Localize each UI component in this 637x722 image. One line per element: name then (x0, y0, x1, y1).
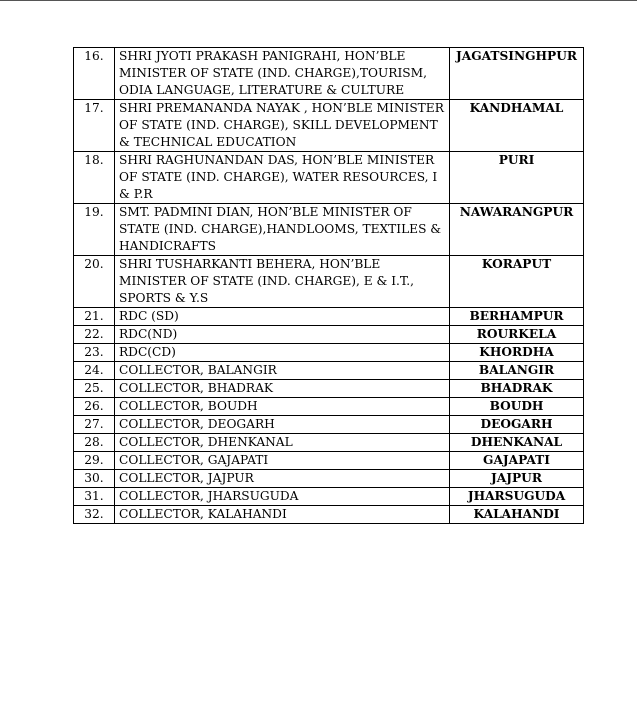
district-name: BERHAMPUR (450, 308, 584, 326)
row-number: 22. (74, 326, 115, 344)
recipient-name: COLLECTOR, KALAHANDI (115, 506, 450, 524)
recipient-name: COLLECTOR, DEOGARH (115, 416, 450, 434)
district-name: BOUDH (450, 398, 584, 416)
table-row (74, 362, 584, 380)
row-number: 29. (74, 452, 115, 470)
table-row (74, 398, 584, 416)
row-number: 24. (74, 362, 115, 380)
recipient-name: SMT. PADMINI DIAN, HON’BLE MINISTER OF STATE (IND. CHARGE),HANDLOOMS, TEXTILES & HANDICRAFTS (115, 204, 450, 256)
recipient-name: COLLECTOR, JHARSUGUDA (115, 488, 450, 506)
recipient-name: SHRI TUSHARKANTI BEHERA, HON’BLE MINISTER OF STATE (IND. CHARGE), E & I.T., SPORTS & Y.S (115, 256, 450, 308)
district-name: JAGATSINGHPUR (450, 48, 584, 100)
row-number: 19. (74, 204, 115, 256)
row-number: 20. (74, 256, 115, 308)
recipient-name: COLLECTOR, BALANGIR (115, 362, 450, 380)
district-name: JAJPUR (450, 470, 584, 488)
row-number: 31. (74, 488, 115, 506)
district-name: KHORDHA (450, 344, 584, 362)
row-number: 23. (74, 344, 115, 362)
table-row (74, 48, 584, 100)
row-number: 28. (74, 434, 115, 452)
table-row (74, 308, 584, 326)
district-name: JHARSUGUDA (450, 488, 584, 506)
table-row (74, 100, 584, 152)
table-row (74, 488, 584, 506)
district-name: NAWARANGPUR (450, 204, 584, 256)
recipient-name: COLLECTOR, BHADRAK (115, 380, 450, 398)
district-name: BALANGIR (450, 362, 584, 380)
row-number: 27. (74, 416, 115, 434)
table-row (74, 506, 584, 524)
district-name: KALAHANDI (450, 506, 584, 524)
row-number: 21. (74, 308, 115, 326)
district-name: PURI (450, 152, 584, 204)
recipient-name: RDC (SD) (115, 308, 450, 326)
top-border-line (0, 0, 637, 1)
recipient-name: RDC(ND) (115, 326, 450, 344)
table-row (74, 416, 584, 434)
table-row (74, 256, 584, 308)
district-name: BHADRAK (450, 380, 584, 398)
district-name: KANDHAMAL (450, 100, 584, 152)
table-row (74, 344, 584, 362)
recipient-name: COLLECTOR, JAJPUR (115, 470, 450, 488)
row-number: 18. (74, 152, 115, 204)
table-row (74, 204, 584, 256)
table-row (74, 452, 584, 470)
row-number: 32. (74, 506, 115, 524)
table-row (74, 326, 584, 344)
recipient-name: COLLECTOR, BOUDH (115, 398, 450, 416)
district-name: KORAPUT (450, 256, 584, 308)
recipient-name: RDC(CD) (115, 344, 450, 362)
district-name: DHENKANAL (450, 434, 584, 452)
recipient-name: SHRI PREMANANDA NAYAK , HON’BLE MINISTER OF STATE (IND. CHARGE), SKILL DEVELOPMENT & TECHNICAL EDUCATION (115, 100, 450, 152)
recipient-table (73, 47, 584, 524)
row-number: 26. (74, 398, 115, 416)
recipient-name: COLLECTOR, GAJAPATI (115, 452, 450, 470)
district-name: DEOGARH (450, 416, 584, 434)
district-name: GAJAPATI (450, 452, 584, 470)
table-row (74, 434, 584, 452)
row-number: 30. (74, 470, 115, 488)
table-row (74, 152, 584, 204)
district-name: ROURKELA (450, 326, 584, 344)
row-number: 17. (74, 100, 115, 152)
recipient-name: SHRI RAGHUNANDAN DAS, HON’BLE MINISTER OF STATE (IND. CHARGE), WATER RESOURCES, I & P.R (115, 152, 450, 204)
table-row (74, 380, 584, 398)
recipient-name: SHRI JYOTI PRAKASH PANIGRAHI, HON’BLE MINISTER OF STATE (IND. CHARGE),TOURISM, ODIA LANGUAGE, LITERATURE & CULTURE (115, 48, 450, 100)
row-number: 25. (74, 380, 115, 398)
recipient-name: COLLECTOR, DHENKANAL (115, 434, 450, 452)
row-number: 16. (74, 48, 115, 100)
table-row (74, 470, 584, 488)
